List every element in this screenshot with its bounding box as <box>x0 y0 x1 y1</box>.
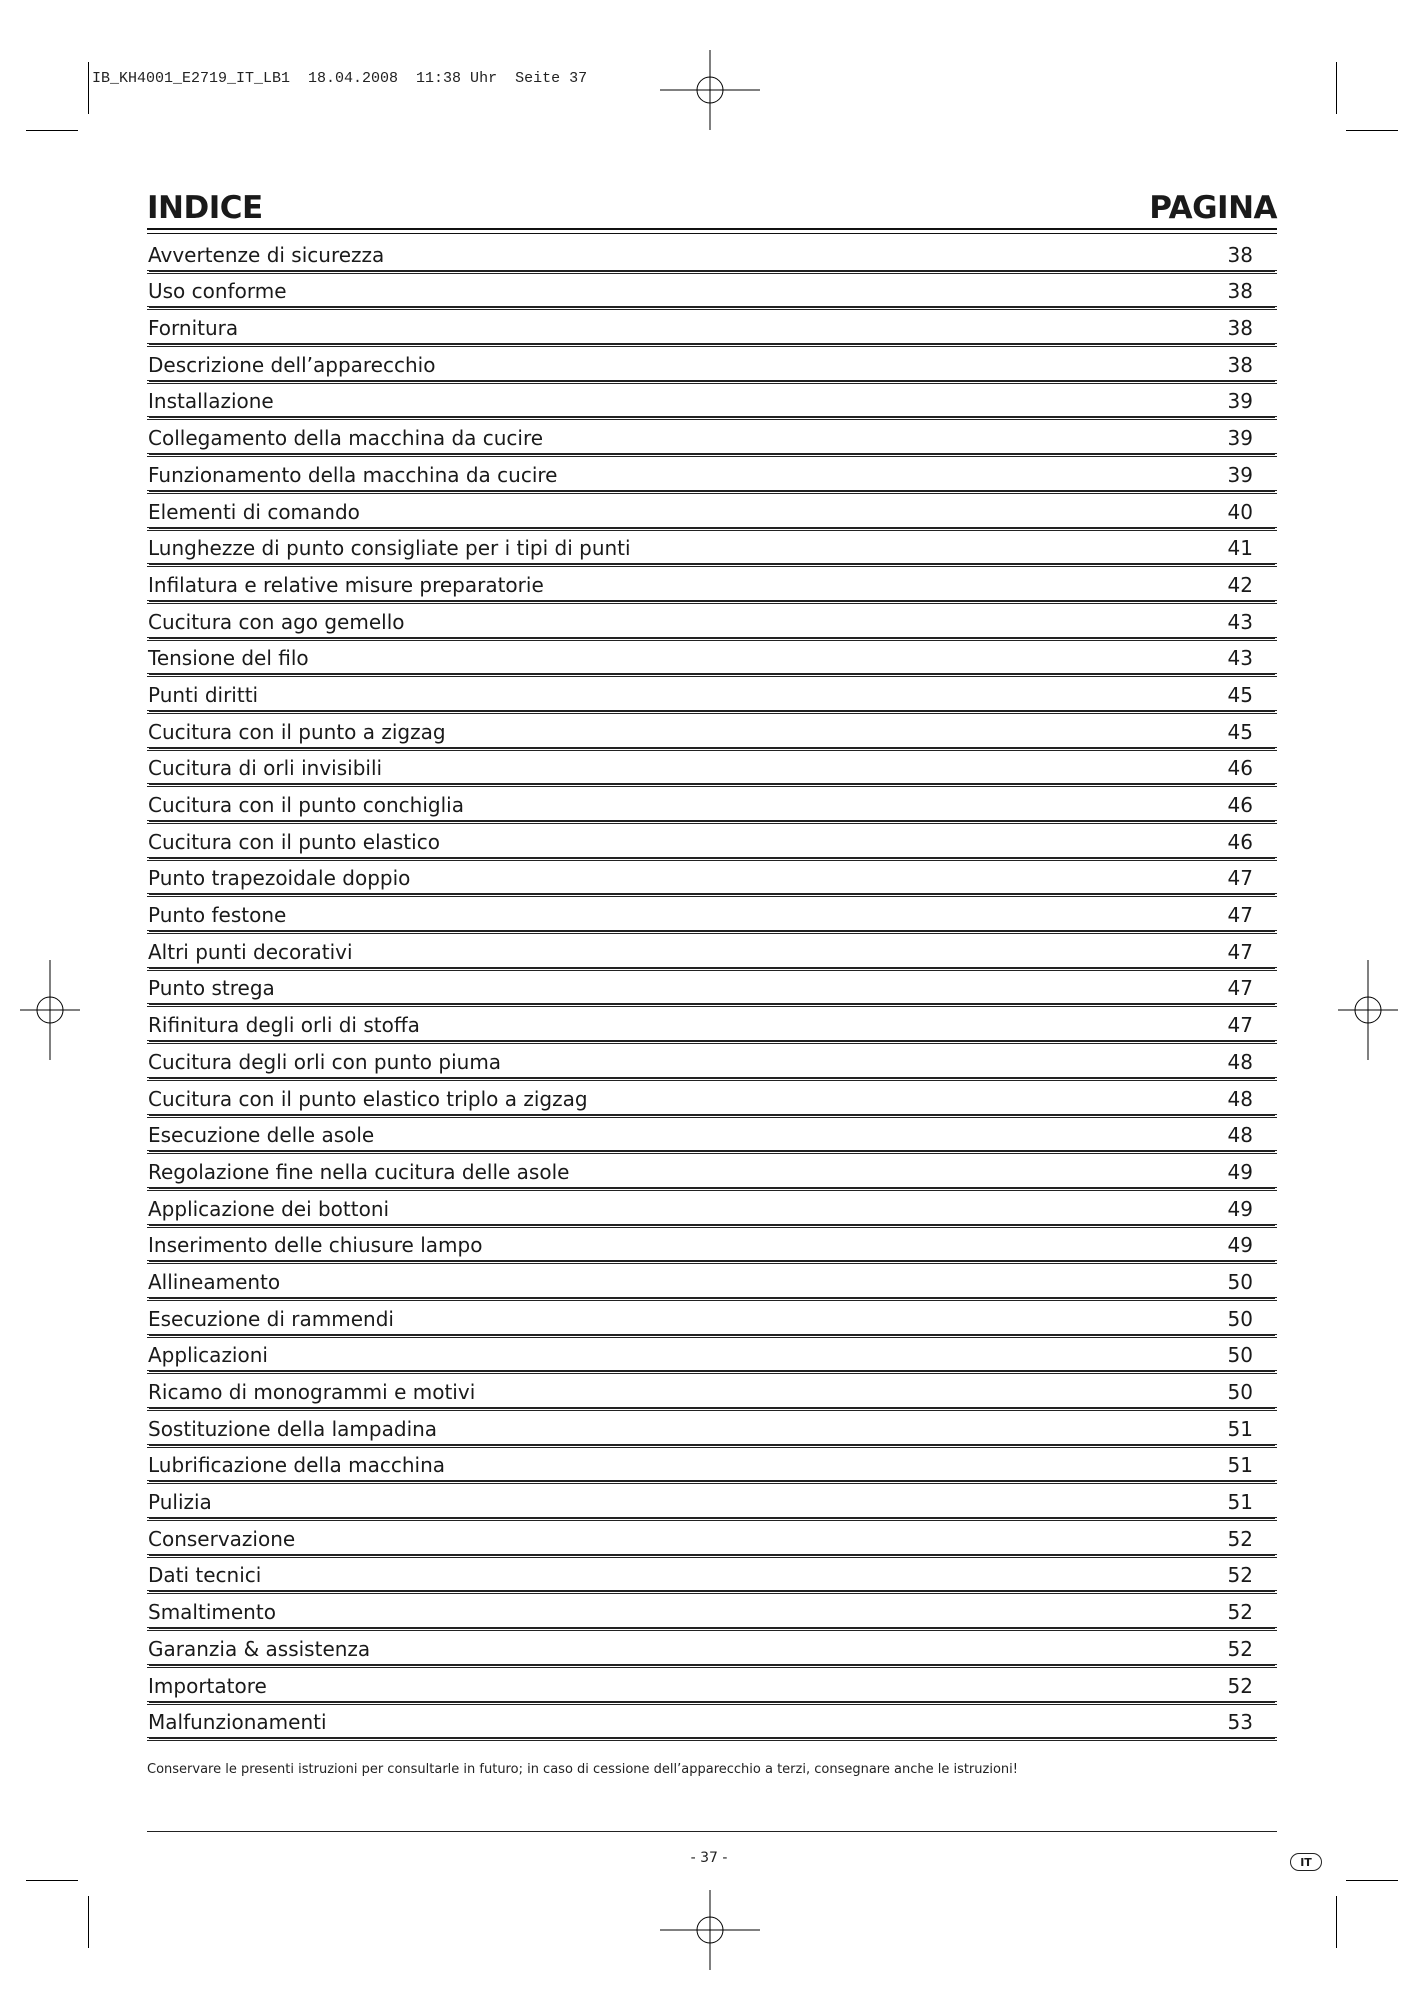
toc-entry-title: Cucitura con il punto elastico triplo a zigzag <box>148 1086 588 1111</box>
toc-entry[interactable] <box>147 1702 1277 1739</box>
toc-entry[interactable] <box>147 638 1277 675</box>
toc-entry-title: Lubrificazione della macchina <box>148 1453 446 1478</box>
crop-mark <box>1336 62 1337 114</box>
toc-entry[interactable] <box>147 1151 1277 1188</box>
table-of-contents <box>147 190 1277 1738</box>
toc-entry-title: Esecuzione delle asole <box>148 1123 375 1148</box>
toc-entry-title: Installazione <box>148 389 274 414</box>
toc-entry-title: Cucitura di orli invisibili <box>148 756 383 781</box>
toc-entry-page: 49 <box>1227 1233 1253 1258</box>
crop-mark <box>26 1880 78 1881</box>
crop-mark <box>88 1896 89 1948</box>
storage-note: Conservare le presenti istruzioni per consultarle in futuro; in caso di cessione dell’apparecchio a terzi, consegnare anche le istruzioni! <box>147 1762 1018 1777</box>
toc-entry-page: 46 <box>1227 756 1253 781</box>
toc-entry[interactable] <box>147 1518 1277 1555</box>
toc-entry-page: 50 <box>1227 1380 1253 1404</box>
toc-entry[interactable] <box>147 1261 1277 1298</box>
registration-mark-bottom <box>660 1880 760 1980</box>
toc-entry-page: 51 <box>1227 1416 1253 1441</box>
toc-entry[interactable] <box>147 1115 1277 1152</box>
toc-entry[interactable] <box>147 674 1277 711</box>
toc-entry[interactable] <box>147 1004 1277 1041</box>
toc-entry-title: Punto trapezoidale doppio <box>148 866 411 891</box>
toc-entry[interactable] <box>147 748 1277 785</box>
toc-entry[interactable] <box>147 271 1277 308</box>
toc-entry[interactable] <box>147 1445 1277 1482</box>
toc-entry-title: Regolazione fine nella cucitura delle asole <box>148 1159 570 1184</box>
toc-entry[interactable] <box>147 344 1277 381</box>
toc-entry[interactable] <box>147 821 1277 858</box>
toc-entry-title: Garanzia & assistenza <box>148 1636 371 1661</box>
toc-entry-title: Avvertenze di sicurezza <box>148 242 385 267</box>
toc-entry[interactable] <box>147 931 1277 968</box>
toc-entry-title: Elementi di comando <box>148 499 360 524</box>
toc-entry-title: Applicazione dei bottoni <box>148 1196 390 1221</box>
toc-entry[interactable] <box>147 417 1277 454</box>
toc-entry-page: 41 <box>1227 536 1253 561</box>
toc-entry-page: 48 <box>1227 1049 1253 1074</box>
toc-entry[interactable] <box>147 1298 1277 1335</box>
toc-entry-page: 38 <box>1227 316 1253 341</box>
toc-entry[interactable] <box>147 381 1277 418</box>
toc-page-heading: PAGINA <box>1149 190 1277 226</box>
toc-entry-page: 52 <box>1227 1636 1253 1661</box>
toc-entry-page: 52 <box>1227 1526 1253 1551</box>
toc-entry-title: Lunghezze di punto consigliate per i tipi di punti <box>148 536 631 561</box>
toc-heading: INDICE <box>147 190 263 226</box>
toc-entry-page: 48 <box>1227 1086 1253 1111</box>
toc-entry-page: 47 <box>1227 866 1253 891</box>
toc-entry-page: 43 <box>1227 609 1253 634</box>
toc-entry[interactable] <box>147 711 1277 748</box>
print-slug: IB_KH4001_E2719_IT_LB1 18.04.2008 11:38 Uhr Seite 37 <box>92 70 588 87</box>
toc-entry-title: Sostituzione della lampadina <box>148 1416 438 1441</box>
toc-entry[interactable] <box>147 1041 1277 1078</box>
toc-entry[interactable] <box>147 1481 1277 1518</box>
toc-entry[interactable] <box>147 307 1277 344</box>
toc-entry[interactable] <box>147 858 1277 895</box>
crop-mark <box>88 62 89 114</box>
crop-mark <box>26 130 78 131</box>
toc-entry[interactable] <box>147 1665 1277 1702</box>
toc-entry[interactable] <box>147 1555 1277 1592</box>
toc-entry-page: 47 <box>1227 976 1253 1001</box>
toc-entry-page: 38 <box>1227 352 1253 377</box>
toc-entry-title: Malfunzionamenti <box>148 1710 327 1735</box>
toc-entry-page: 50 <box>1227 1269 1253 1294</box>
toc-entry-page: 48 <box>1227 1123 1253 1148</box>
toc-entry-title: Punti diritti <box>148 682 259 707</box>
toc-entry-page: 38 <box>1227 279 1253 304</box>
toc-entry-page: 51 <box>1227 1490 1253 1515</box>
toc-entry-title: Rifinitura degli orli di stoffa <box>148 1013 420 1038</box>
toc-entry-page: 47 <box>1227 1013 1253 1038</box>
toc-entry-title: Uso conforme <box>148 279 287 304</box>
toc-entry-page: 46 <box>1227 829 1253 854</box>
toc-entry[interactable] <box>147 1188 1277 1225</box>
toc-entry-page: 42 <box>1227 572 1253 597</box>
crop-mark <box>1336 1896 1337 1948</box>
toc-entry-title: Collegamento della macchina da cucire <box>148 426 544 451</box>
toc-entry-page: 51 <box>1227 1453 1253 1478</box>
toc-entry-page: 47 <box>1227 939 1253 964</box>
toc-entry[interactable] <box>147 1225 1277 1262</box>
toc-entry[interactable] <box>147 1628 1277 1665</box>
toc-entry-title: Cucitura con il punto a zigzag <box>148 719 446 744</box>
toc-entry-page: 40 <box>1227 499 1253 524</box>
page-number: - 37 - <box>690 1850 728 1866</box>
toc-entry[interactable] <box>147 784 1277 821</box>
toc-entry-page: 49 <box>1227 1196 1253 1221</box>
toc-entry-title: Funzionamento della macchina da cucire <box>148 462 558 487</box>
crop-mark <box>1346 1880 1398 1881</box>
toc-entry-title: Inserimento delle chiusure lampo <box>148 1233 483 1258</box>
toc-entry-title: Altri punti decorativi <box>148 939 353 964</box>
toc-entry[interactable] <box>147 1371 1277 1408</box>
toc-entry-page: 52 <box>1227 1600 1253 1625</box>
toc-entry[interactable] <box>147 1078 1277 1115</box>
toc-entry-page: 47 <box>1227 903 1253 928</box>
toc-entry-page: 50 <box>1227 1306 1253 1331</box>
registration-mark-left <box>0 960 100 1060</box>
registration-mark-top <box>660 40 760 140</box>
toc-entry-page: 45 <box>1227 719 1253 744</box>
toc-entry-page: 39 <box>1227 426 1253 451</box>
toc-entry-page: 45 <box>1227 682 1253 707</box>
toc-entry-page: 38 <box>1227 242 1253 267</box>
toc-list <box>147 234 1277 1738</box>
toc-entry[interactable] <box>147 234 1277 271</box>
toc-entry-page: 52 <box>1227 1673 1253 1698</box>
registration-mark-right <box>1318 960 1418 1060</box>
toc-entry-page: 49 <box>1227 1159 1253 1184</box>
toc-entry-title: Punto strega <box>148 976 275 1001</box>
toc-entry-page: 43 <box>1227 646 1253 671</box>
toc-entry-title: Punto festone <box>148 903 287 928</box>
toc-entry-page: 52 <box>1227 1563 1253 1588</box>
language-badge: IT <box>1290 1853 1322 1871</box>
toc-entry-title: Descrizione dell’apparecchio <box>148 352 436 377</box>
toc-entry-title: Smaltimento <box>148 1600 276 1625</box>
toc-entry[interactable] <box>147 491 1277 528</box>
toc-entry-page: 39 <box>1227 389 1253 414</box>
toc-entry-title: Cucitura degli orli con punto piuma <box>148 1049 502 1074</box>
toc-entry-title: Cucitura con il punto conchiglia <box>148 793 464 817</box>
toc-entry-title: Infilatura e relative misure preparatorie <box>148 572 544 597</box>
toc-entry[interactable] <box>147 968 1277 1005</box>
footer-divider <box>147 1831 1277 1832</box>
toc-entry-title: Pulizia <box>148 1490 212 1515</box>
toc-entry[interactable] <box>147 1591 1277 1628</box>
toc-entry[interactable] <box>147 601 1277 638</box>
toc-entry[interactable] <box>147 1335 1277 1372</box>
toc-entry-page: 50 <box>1227 1343 1253 1368</box>
toc-entry[interactable] <box>147 1408 1277 1445</box>
crop-mark <box>1346 130 1398 131</box>
toc-entry[interactable] <box>147 528 1277 565</box>
toc-entry-title: Allineamento <box>148 1269 281 1294</box>
toc-entry-title: Cucitura con il punto elastico <box>148 829 440 854</box>
toc-entry-title: Applicazioni <box>148 1343 268 1368</box>
toc-entry-title: Cucitura con ago gemello <box>148 609 405 634</box>
toc-entry-title: Fornitura <box>148 316 239 341</box>
toc-entry-page: 39 <box>1227 462 1253 487</box>
toc-entry-title: Dati tecnici <box>148 1563 262 1588</box>
toc-entry-title: Tensione del filo <box>148 646 309 671</box>
toc-entry[interactable] <box>147 564 1277 601</box>
toc-entry-title: Esecuzione di rammendi <box>148 1306 394 1331</box>
toc-entry-title: Conservazione <box>148 1526 296 1551</box>
toc-entry-title: Ricamo di monogrammi e motivi <box>148 1380 476 1404</box>
toc-entry-page: 53 <box>1227 1710 1253 1735</box>
toc-entry-title: Importatore <box>148 1673 267 1698</box>
toc-entry[interactable] <box>147 894 1277 931</box>
toc-entry-page: 46 <box>1227 793 1253 817</box>
toc-entry[interactable] <box>147 454 1277 491</box>
toc-header <box>147 190 1277 230</box>
